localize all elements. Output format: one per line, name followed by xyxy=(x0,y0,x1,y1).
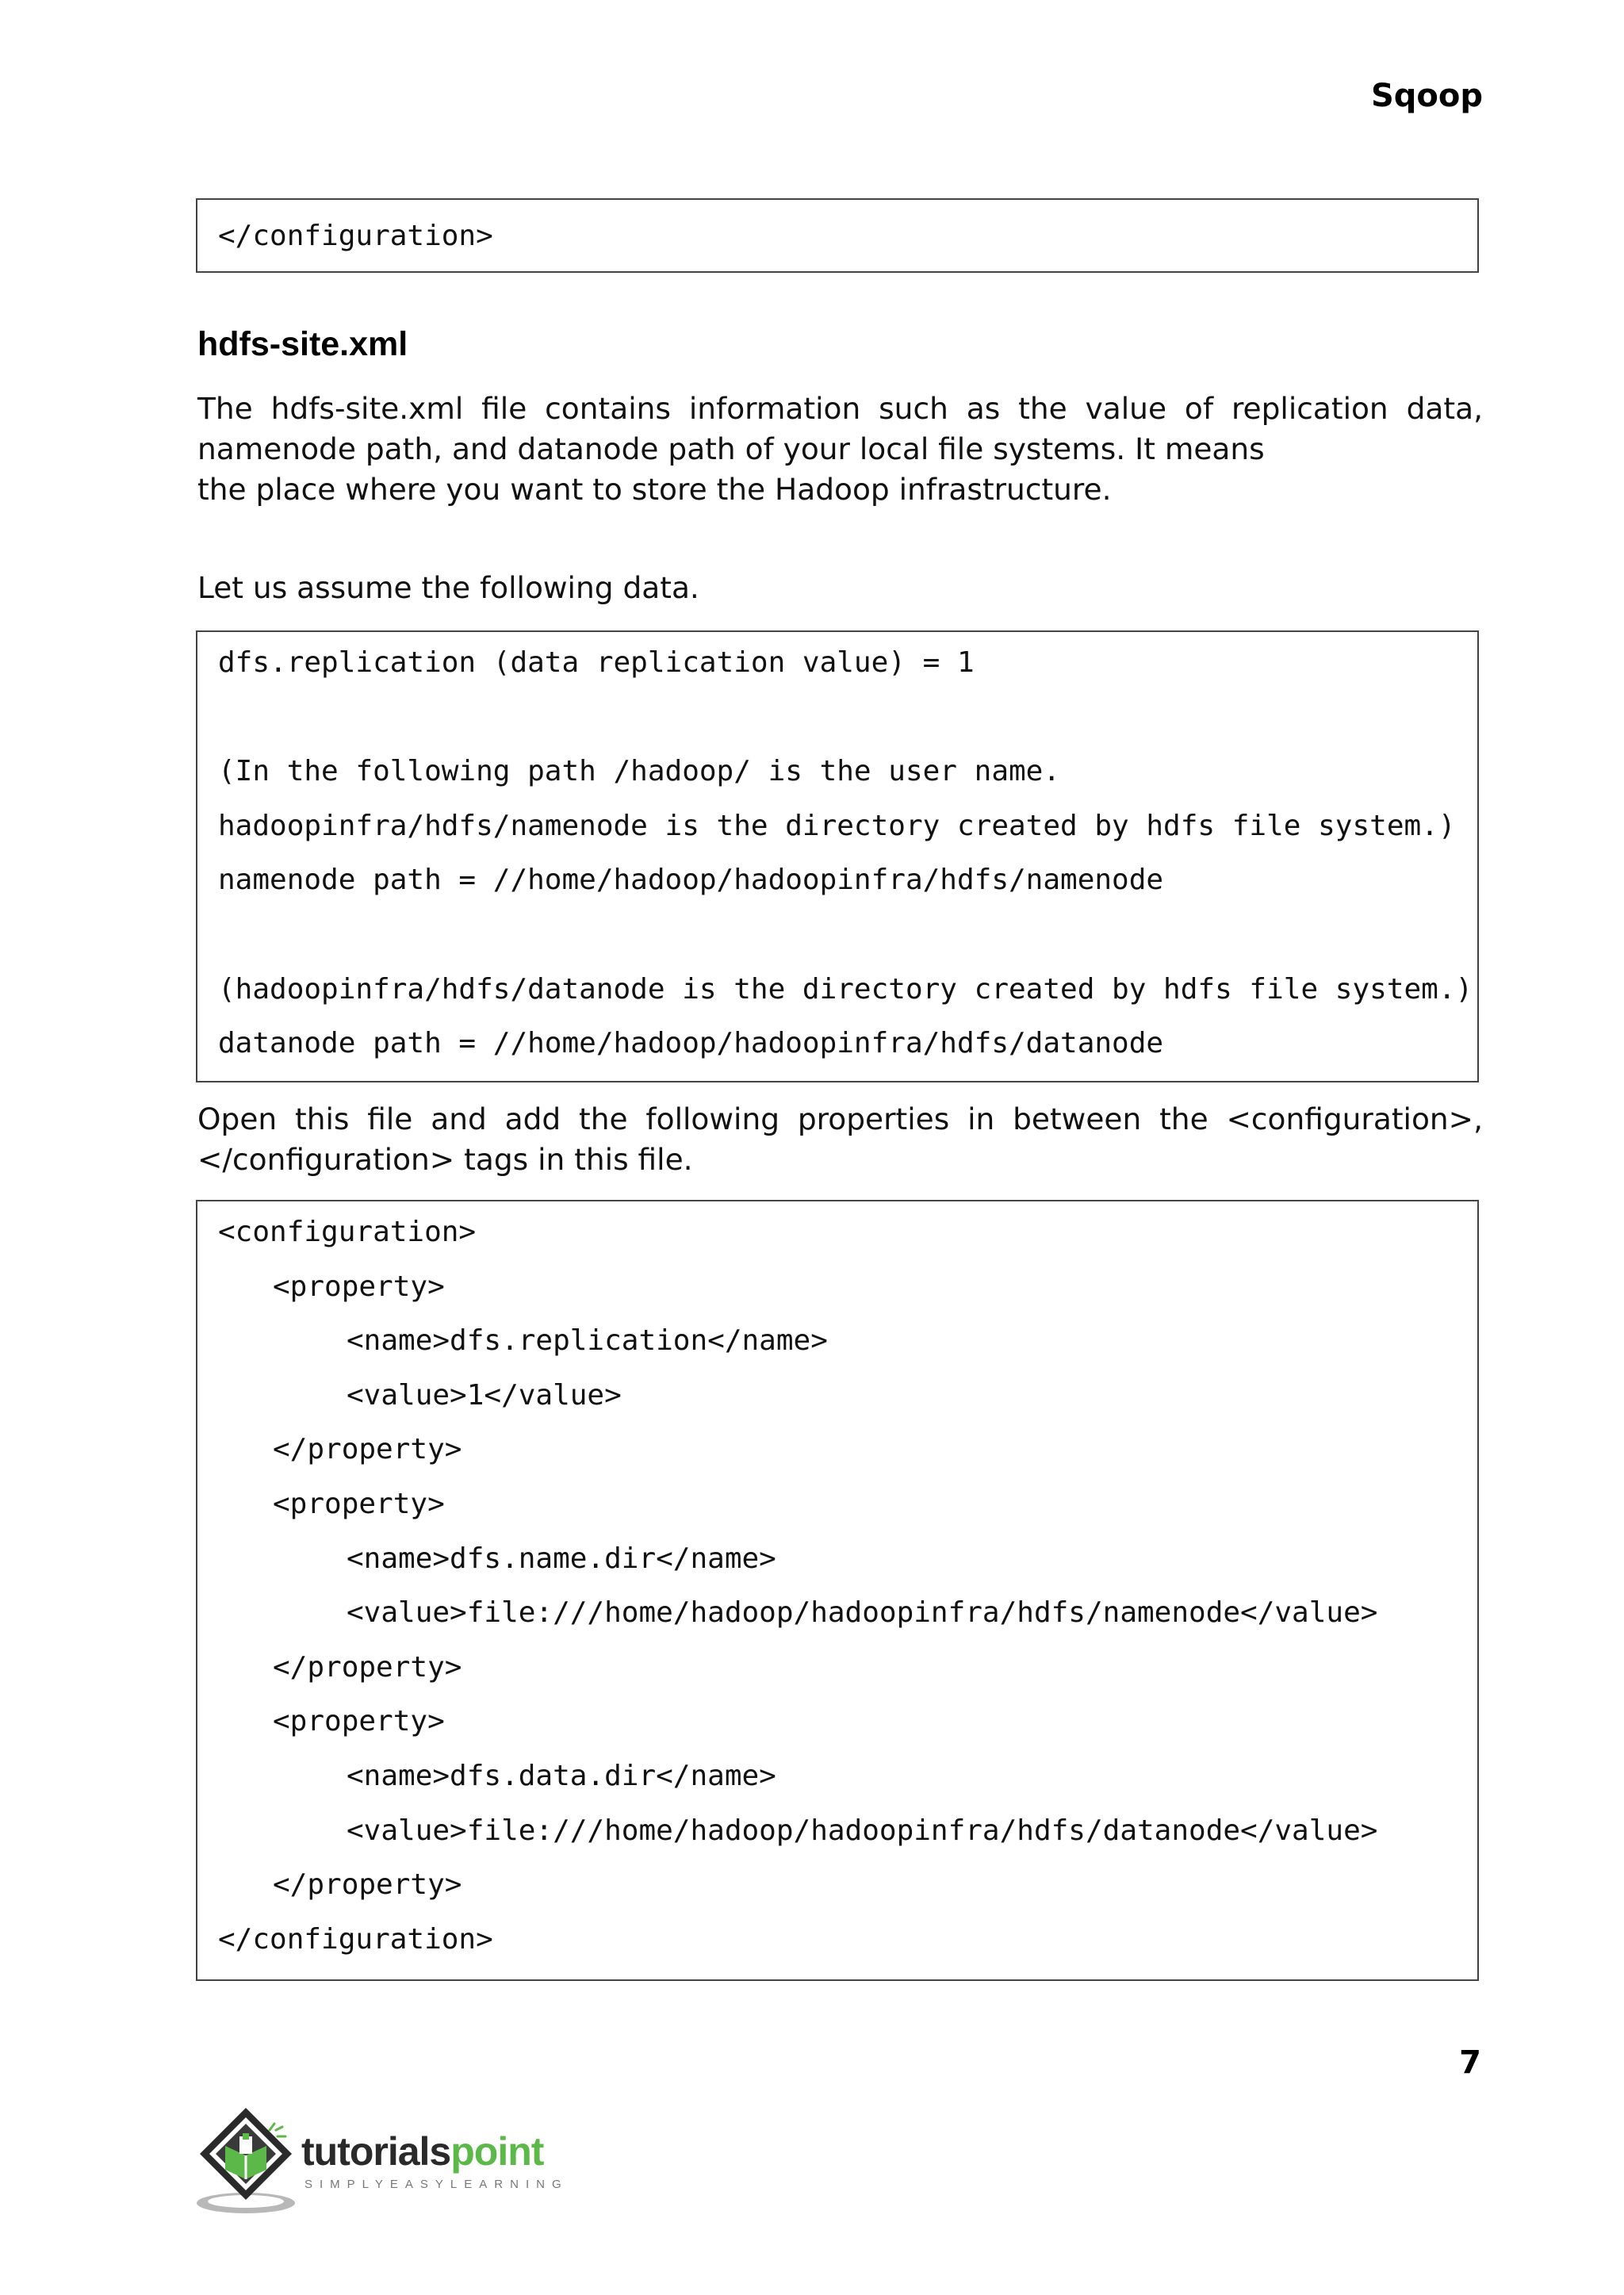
logo-tagline: SIMPLYEASYLEARNING xyxy=(304,2178,569,2191)
code-line: </property> xyxy=(273,1868,462,1902)
code-block-hdfs-site-config xyxy=(196,1200,1479,1981)
code-line: namenode path = //home/hadoop/hadoopinfra/hdfs/namenode xyxy=(218,864,1164,897)
open-line: Open this file and add the following properties in between the <configuration>, xyxy=(197,1102,1483,1136)
logo-word-tutorials: tutorials xyxy=(301,2129,451,2174)
code-line: <value>file:///home/hadoop/hadoopinfra/hdfs/namenode</value> xyxy=(347,1596,1378,1630)
code-line: (In the following path /hadoop/ is the user name. xyxy=(218,755,1061,788)
open-paragraph xyxy=(197,1099,1483,1180)
intro-line: namenode path, and datanode path of your local file systems. It means xyxy=(197,431,1265,466)
code-block-assumed-data xyxy=(196,630,1479,1082)
code-line: <name>dfs.name.dir</name> xyxy=(347,1542,776,1575)
code-line: </configuration> xyxy=(218,220,493,252)
code-block-configuration-end xyxy=(196,198,1479,273)
open-line: </configuration> tags in this file. xyxy=(197,1142,693,1177)
code-line: </property> xyxy=(273,1433,462,1466)
code-line: <value>file:///home/hadoop/hadoopinfra/hdfs/datanode</value> xyxy=(347,1814,1378,1847)
code-line: <value>1</value> xyxy=(347,1378,622,1412)
code-line: (hadoopinfra/hdfs/datanode is the directory created by hdfs file system.) xyxy=(218,972,1473,1006)
tutorialspoint-logo-wordmark xyxy=(301,2128,543,2174)
section-heading: hdfs-site.xml xyxy=(197,325,408,363)
code-line-blank xyxy=(197,908,1477,963)
assume-paragraph: Let us assume the following data. xyxy=(197,570,699,605)
tutorialspoint-logo xyxy=(193,2105,569,2216)
code-line: hadoopinfra/hdfs/namenode is the directory created by hdfs file system.) xyxy=(218,809,1456,842)
code-line: </property> xyxy=(273,1650,462,1684)
code-line: <configuration> xyxy=(218,1216,477,1248)
code-line: dfs.replication (data replication value) = 1 xyxy=(218,646,975,679)
intro-line: the place where you want to store the Hadoop infrastructure. xyxy=(197,472,1112,507)
page-number: 7 xyxy=(1459,2044,1481,2081)
code-line: <property> xyxy=(273,1705,445,1738)
intro-line: The hdfs-site.xml file contains information such as the value of replication data, xyxy=(197,391,1483,426)
logo-word-point: point xyxy=(450,2129,544,2174)
code-line-blank xyxy=(197,691,1477,745)
code-line: <property> xyxy=(273,1487,445,1520)
intro-paragraph xyxy=(197,389,1483,510)
code-line: datanode path = //home/hadoop/hadoopinfra/hdfs/datanode xyxy=(218,1027,1164,1060)
code-line: </configuration> xyxy=(218,1922,493,1956)
tutorialspoint-logo-icon xyxy=(193,2105,304,2216)
code-line: <property> xyxy=(273,1270,445,1303)
code-line: <name>dfs.replication</name> xyxy=(347,1324,828,1358)
page-header-title: Sqoop xyxy=(1370,78,1483,114)
code-line: <name>dfs.data.dir</name> xyxy=(347,1759,776,1792)
